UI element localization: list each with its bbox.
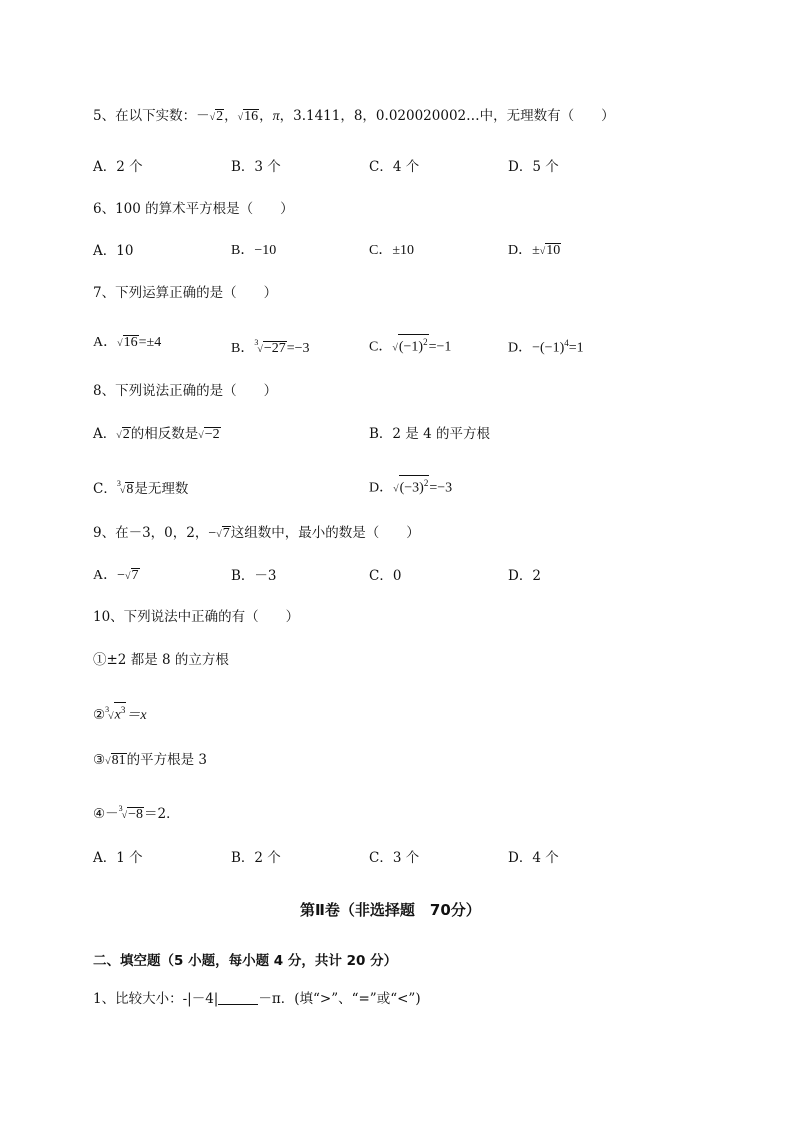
q10-option-c: C．3 个 bbox=[369, 850, 420, 866]
q8-c-rest: 是无理数 bbox=[134, 481, 189, 497]
q7-c-label: C． bbox=[369, 339, 393, 355]
fill1-suffix: －π．(填“>”、“=”或“<”) bbox=[258, 991, 421, 1007]
q10-s2-index: 3 bbox=[105, 705, 110, 714]
q7-option-a: A．√16=±4 bbox=[93, 335, 162, 350]
q6-option-b: B．−10 bbox=[231, 243, 277, 258]
q8-option-c: C．$^3$√8是无理数 bbox=[93, 479, 189, 497]
q10-s3-label: ③ bbox=[93, 752, 106, 768]
q5-sep-2: ， bbox=[259, 108, 273, 124]
q10-option-a: A．1 个 bbox=[93, 850, 143, 866]
q8-a-radicand: 2 bbox=[122, 427, 130, 442]
q5-radicand-1: 2 bbox=[216, 109, 224, 124]
q9-option-a: A．−√7 bbox=[93, 568, 139, 583]
q10-statement-3: ③√81的平方根是 3 bbox=[93, 752, 207, 768]
q6-option-a: A．10 bbox=[93, 243, 134, 259]
question-9: 9、在－3，0，2，−√7这组数中，最小的数是（ ） bbox=[93, 525, 420, 541]
q10-s3-rest: 的平方根是 3 bbox=[126, 752, 207, 768]
q8-d-rhs: =−3 bbox=[429, 480, 453, 496]
q7-c-rhs: =−1 bbox=[428, 339, 452, 355]
section-2-heading: 二、填空题（5 小题，每小题 4 分，共计 20 分） bbox=[93, 953, 398, 969]
q9-a-label: A．− bbox=[93, 568, 126, 583]
part-2-title: 第Ⅱ卷（非选择题 70分） bbox=[300, 901, 481, 919]
q7-b-index: 3 bbox=[254, 338, 259, 347]
question-10: 10、下列说法中正确的有（ ） bbox=[93, 609, 300, 625]
fill-question-1 bbox=[93, 990, 421, 1008]
q10-s4-label: ④－ bbox=[93, 806, 119, 822]
q8-d-exponent: 2 bbox=[423, 478, 429, 488]
q10-option-b: B．2 个 bbox=[231, 850, 281, 866]
q10-s4-rest: ＝2． bbox=[144, 806, 180, 822]
q8-d-label: D． bbox=[369, 480, 394, 496]
q5-pi: π bbox=[272, 109, 280, 124]
q7-a-label: A． bbox=[93, 335, 118, 350]
q7-c-exponent: 2 bbox=[423, 337, 428, 347]
question-7: 7、下列运算正确的是（ ） bbox=[93, 285, 278, 301]
q8-option-d: D．$√(-3)^2=-3$ bbox=[369, 475, 452, 499]
q5-option-b: B．3 个 bbox=[231, 159, 281, 175]
q8-option-a: A．√2的相反数是√−2 bbox=[93, 426, 220, 442]
q10-s2-label: ② bbox=[93, 707, 106, 723]
q5-radicand-2: 16 bbox=[244, 109, 259, 124]
q8-c-label: C． bbox=[93, 481, 117, 497]
q7-b-rhs: =−3 bbox=[286, 341, 310, 356]
q10-statement-1: ①±2 都是 8 的立方根 bbox=[93, 652, 229, 668]
q10-option-d: D．4 个 bbox=[508, 850, 559, 866]
q6-d-radicand: 10 bbox=[546, 243, 561, 258]
q7-option-b: B．$^3$√−27=−3 bbox=[231, 338, 310, 356]
q5-option-a: A．2 个 bbox=[93, 159, 143, 175]
q7-d-base: −(−1) bbox=[532, 340, 565, 356]
q7-b-radicand: −27 bbox=[263, 341, 286, 356]
q9-a-radicand: 7 bbox=[131, 568, 139, 583]
answer-blank[interactable] bbox=[218, 992, 258, 1005]
q9-option-b: B．－3 bbox=[231, 568, 277, 584]
q9-prefix: 9、在－3，0，2， bbox=[93, 525, 209, 541]
q5-prefix: 5、在以下实数：－ bbox=[93, 108, 210, 124]
q9-rest: 这组数中，最小的数是（ ） bbox=[230, 525, 420, 541]
q5-rest: ，3.1411，8，0.020020002…中，无理数有（ ） bbox=[279, 108, 615, 124]
q10-s2-radicand: x bbox=[114, 708, 121, 723]
q5-option-c: C．4 个 bbox=[369, 159, 420, 175]
q10-statement-4: ④－$^3$√−8＝2． bbox=[93, 804, 180, 822]
sqrt-2: √2 bbox=[209, 109, 224, 124]
q8-a-radicand-2: −2 bbox=[204, 427, 220, 442]
q7-option-c: C．$√(-1)^2=-1$ bbox=[369, 334, 451, 358]
q9-option-d: D．2 bbox=[508, 568, 541, 584]
q6-option-c: C．±10 bbox=[369, 243, 415, 258]
fill1-prefix: 1、比较大小：-|－4| bbox=[93, 991, 219, 1007]
sqrt-16: √16 bbox=[237, 109, 259, 124]
q5-option-d: D．5 个 bbox=[508, 159, 559, 175]
q7-c-radicand: (−1) bbox=[398, 339, 424, 355]
q9-neg: − bbox=[208, 526, 217, 541]
question-5 bbox=[93, 107, 615, 127]
q7-d-label: D． bbox=[508, 340, 533, 356]
q10-s3-radicand: 81 bbox=[111, 753, 126, 768]
q8-c-index: 3 bbox=[116, 479, 121, 488]
q7-d-rhs: =1 bbox=[568, 340, 584, 356]
question-6: 6、100 的算术平方根是（ ） bbox=[93, 201, 294, 217]
q9-radicand: 7 bbox=[222, 526, 230, 541]
q8-c-radicand: 8 bbox=[126, 482, 134, 497]
q7-a-radicand: 16 bbox=[123, 335, 138, 350]
q10-s2-rhs: ＝x bbox=[126, 708, 147, 723]
q7-d-exponent: 4 bbox=[564, 338, 569, 348]
q8-option-b: B．2 是 4 的平方根 bbox=[369, 426, 490, 442]
q10-s2-exponent: 3 bbox=[120, 705, 126, 716]
q10-s4-radicand: −8 bbox=[128, 807, 144, 822]
q6-d-label: D．± bbox=[508, 243, 540, 258]
q10-s4-index: 3 bbox=[118, 804, 123, 813]
q8-a-mid: 的相反数是 bbox=[130, 426, 199, 442]
q7-option-d bbox=[508, 334, 584, 358]
q7-b-label: B． bbox=[231, 341, 255, 356]
question-8: 8、下列说法正确的是（ ） bbox=[93, 383, 278, 399]
q8-d-radicand: (−3) bbox=[399, 480, 424, 496]
q6-option-d: D．±√10 bbox=[508, 243, 561, 258]
q8-a-label: A． bbox=[93, 426, 117, 442]
q5-sep-1: ， bbox=[224, 108, 238, 124]
q9-option-c: C．0 bbox=[369, 568, 402, 584]
q7-a-rhs: =±4 bbox=[138, 335, 162, 350]
q10-statement-2: $②^3√x^3=x$ bbox=[93, 701, 147, 726]
